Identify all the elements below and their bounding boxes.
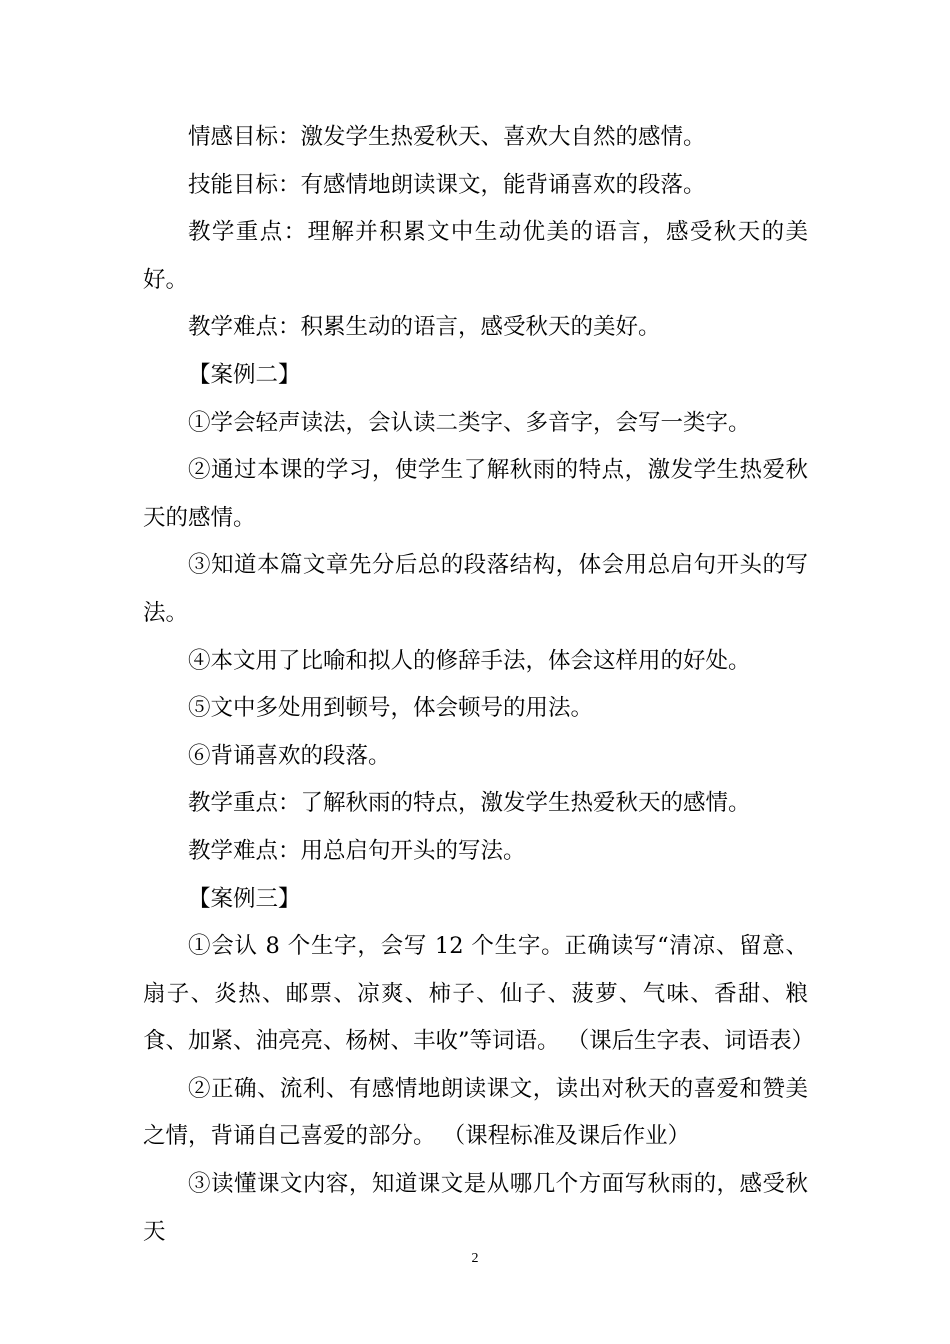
list-item: ③知道本篇文章先分后总的段落结构，体会用总启句开头的写法。 xyxy=(143,552,808,626)
page-number: 2 xyxy=(471,1251,479,1266)
list-item: ⑥背诵喜欢的段落。 xyxy=(188,742,391,769)
list-item: ④本文用了比喻和拟人的修辞手法，体会这样用的好处。 xyxy=(188,647,751,674)
document-body xyxy=(143,114,815,1256)
paragraph-emotion-goal: 情感目标：激发学生热爱秋天、喜欢大自然的感情。 xyxy=(188,124,706,150)
list-item: ③读懂课文内容，知道课文是从哪几个方面写秋雨的，感受秋天 xyxy=(143,1171,808,1245)
paragraph-teaching-difficulty: 教学难点：积累生动的语言，感受秋天的美好。 xyxy=(188,314,661,341)
paragraph-skill-goal: 技能目标：有感情地朗读课文，能背诵喜欢的段落。 xyxy=(188,171,706,198)
case-three-heading: 【案例三】 xyxy=(188,885,301,912)
list-item: ①会认 8 个生字，会写 12 个生字。正确读写“清凉、留意、扇子、炎热、邮票、凉爽、柿子、仙子、菠萝、气味、香甜、粮食、加紧、油亮亮、杨树、丰收”等词语。 （课后生字表、词语表） xyxy=(143,933,815,1055)
paragraph-teaching-difficulty: 教学难点：用总启句开头的写法。 xyxy=(188,837,526,864)
list-item: ②正确、流利、有感情地朗读课文，读出对秋天的喜爱和赞美之情，背诵自己喜爱的部分。 （课程标准及课后作业） xyxy=(143,1075,808,1150)
paragraph-teaching-focus: 教学重点：了解秋雨的特点，激发学生热爱秋天的感情。 xyxy=(188,790,751,817)
list-item: ②通过本课的学习，使学生了解秋雨的特点，激发学生热爱秋天的感情。 xyxy=(143,457,808,531)
list-item: ⑤文中多处用到顿号，体会顿号的用法。 xyxy=(188,695,594,722)
list-item: ①学会轻声读法，会认读二类字、多音字，会写一类字。 xyxy=(188,409,751,436)
case-two-heading: 【案例二】 xyxy=(188,361,301,388)
paragraph-teaching-focus: 教学重点：理解并积累文中生动优美的语言，感受秋天的美好。 xyxy=(143,219,808,293)
